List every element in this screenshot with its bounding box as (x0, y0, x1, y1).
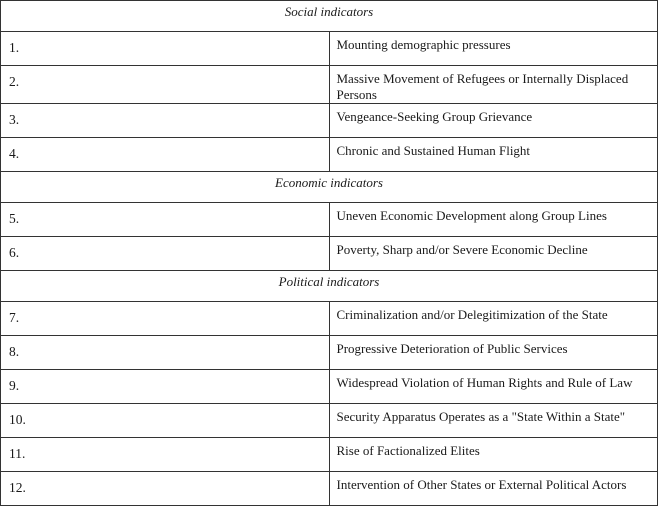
indicator-text: Security Apparatus Operates as a "State Within a State" (329, 404, 658, 438)
indicator-number: 12. (1, 472, 330, 506)
table-row (1, 302, 658, 336)
table-row (1, 104, 658, 138)
indicator-number: 2. (1, 66, 330, 104)
indicator-number: 10. (1, 404, 330, 438)
indicator-text: Poverty, Sharp and/or Severe Economic Decline (329, 237, 658, 271)
indicator-text: Widespread Violation of Human Rights and Rule of Law (329, 370, 658, 404)
section-header-row (1, 1, 658, 32)
indicator-number: 6. (1, 237, 330, 271)
indicator-text: Vengeance-Seeking Group Grievance (329, 104, 658, 138)
section-title: Political indicators (1, 271, 658, 302)
section-title: Social indicators (1, 1, 658, 32)
indicator-number: 1. (1, 32, 330, 66)
indicator-number: 11. (1, 438, 330, 472)
indicator-text: Massive Movement of Refugees or Internally Displaced Persons (329, 66, 658, 104)
indicator-number: 5. (1, 203, 330, 237)
indicator-text: Uneven Economic Development along Group Lines (329, 203, 658, 237)
table-row (1, 472, 658, 506)
table-row (1, 66, 658, 104)
indicator-text: Criminalization and/or Delegitimization of the State (329, 302, 658, 336)
table-row (1, 203, 658, 237)
indicator-text: Rise of Factionalized Elites (329, 438, 658, 472)
indicator-text: Mounting demographic pressures (329, 32, 658, 66)
table-row (1, 138, 658, 172)
indicator-text: Chronic and Sustained Human Flight (329, 138, 658, 172)
section-header-row (1, 172, 658, 203)
section-title: Economic indicators (1, 172, 658, 203)
indicator-text: Intervention of Other States or External Political Actors (329, 472, 658, 506)
table-row (1, 32, 658, 66)
table-row (1, 336, 658, 370)
indicator-number: 7. (1, 302, 330, 336)
table-row (1, 237, 658, 271)
indicator-number: 9. (1, 370, 330, 404)
table-row (1, 438, 658, 472)
indicator-number: 4. (1, 138, 330, 172)
indicator-text: Progressive Deterioration of Public Services (329, 336, 658, 370)
section-header-row (1, 271, 658, 302)
indicator-number: 3. (1, 104, 330, 138)
table-row (1, 404, 658, 438)
table-row (1, 370, 658, 404)
indicator-number: 8. (1, 336, 330, 370)
